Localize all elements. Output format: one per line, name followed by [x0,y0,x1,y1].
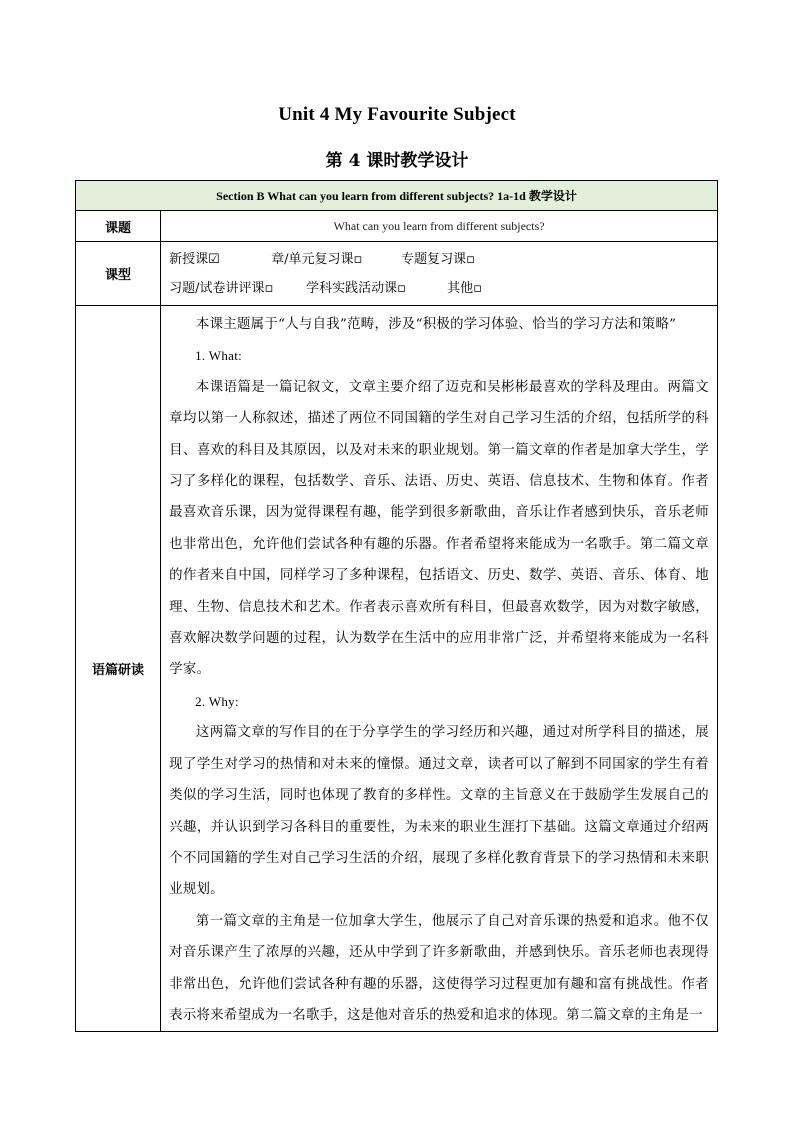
analysis-paragraph: 第一篇文章的主角是一位加拿大学生，他展示了自己对音乐课的热爱和追求。他不仅对音乐课产生了浓厚的兴趣，还从中学到了许多新歌曲，并感到快乐。音乐老师也表现得非常出色，允许他们尝试各种有趣的乐器，这使得学习过程更加有趣和富有挑战性。作者表示将来希望成为一名歌手，这是他对音乐的热爱和追求的体现。第二篇文章的主角是一 [169,913,709,1023]
document-subtitle: 第 4 课时教学设计 [325,151,469,171]
topic-row [76,211,718,242]
lesson-type-option: 学科实践活动课▫ [306,280,406,296]
lesson-plan-table [75,180,718,1032]
lesson-type-option: 习题/试卷讲评课▫ [169,280,274,296]
text-analysis-row [76,306,718,1032]
lesson-type-option: 专题复习课▫ [401,251,475,267]
lesson-type-row [76,242,718,306]
lesson-type-option: 其他▫ [447,280,482,296]
analysis-heading-why: 2. Why: [195,693,239,709]
section-header-row [76,181,718,211]
topic-label: 课题 [76,211,161,242]
lesson-type-label: 课型 [76,242,161,306]
section-header: Section B What can you learn from different subjects? 1a-1d 教学设计 [76,181,718,211]
analysis-heading-what: 1. What: [195,348,243,364]
lesson-type-options [161,242,718,306]
document-title: Unit 4 My Favourite Subject [278,104,516,125]
topic-value: What can you learn from different subjects? [161,211,718,242]
analysis-paragraph: 这两篇文章的写作目的在于分享学生的学习经历和兴趣，通过对所学科目的描述，展现了学生对学习的热情和对未来的憧憬。通过文章，读者可以了解到不同国家的学生有着类似的学习生活，同时也体现了教育的多样性。文章的主旨意义在于鼓励学生发展自己的兴趣，并认识到学习各科目的重要性，为未来的职业生涯打下基础。这篇文章通过介绍两个不同国籍的学生对自己学习生活的介绍，展现了多样化教育背景下的学习热情和未来职业规划。 [169,725,709,898]
lesson-type-option: 新授课☑ [169,251,220,267]
analysis-paragraph: 本课主题属于“人与自我”范畴，涉及“积极的学习体验、恰当的学习方法和策略” [195,317,677,332]
lesson-type-option: 章/单元复习课▫ [271,251,363,267]
text-analysis-label: 语篇研读 [76,306,161,1032]
text-analysis-content [161,306,718,1032]
analysis-paragraph: 本课语篇是一篇记叙文，文章主要介绍了迈克和吴彬彬最喜欢的学科及理由。两篇文章均以第一人称叙述，描述了两位不同国籍的学生对自己学习生活的介绍，包括所学的科目、喜欢的科目及其原因，以及对未来的职业规划。第一篇文章的作者是加拿大学生，学习了多样化的课程，包括数学、音乐、法语、历史、英语、信息技术、生物和体育。作者最喜欢音乐课，因为觉得课程有趣，能学到很多新歌曲，音乐让作者感到快乐，音乐老师也非常出色，允许他们尝试各种有趣的乐器。作者希望将来能成为一名歌手。第二篇文章的作者来自中国，同样学习了多种课程，包括语文、历史、数学、英语、音乐、体育、地理、生物、信息技术和艺术。作者表示喜欢所有科目，但最喜欢数学，因为对数字敏感，喜欢解决数学问题的过程，认为数学在生活中的应用非常广泛，并希望将来能成为一名科学家。 [169,379,709,678]
